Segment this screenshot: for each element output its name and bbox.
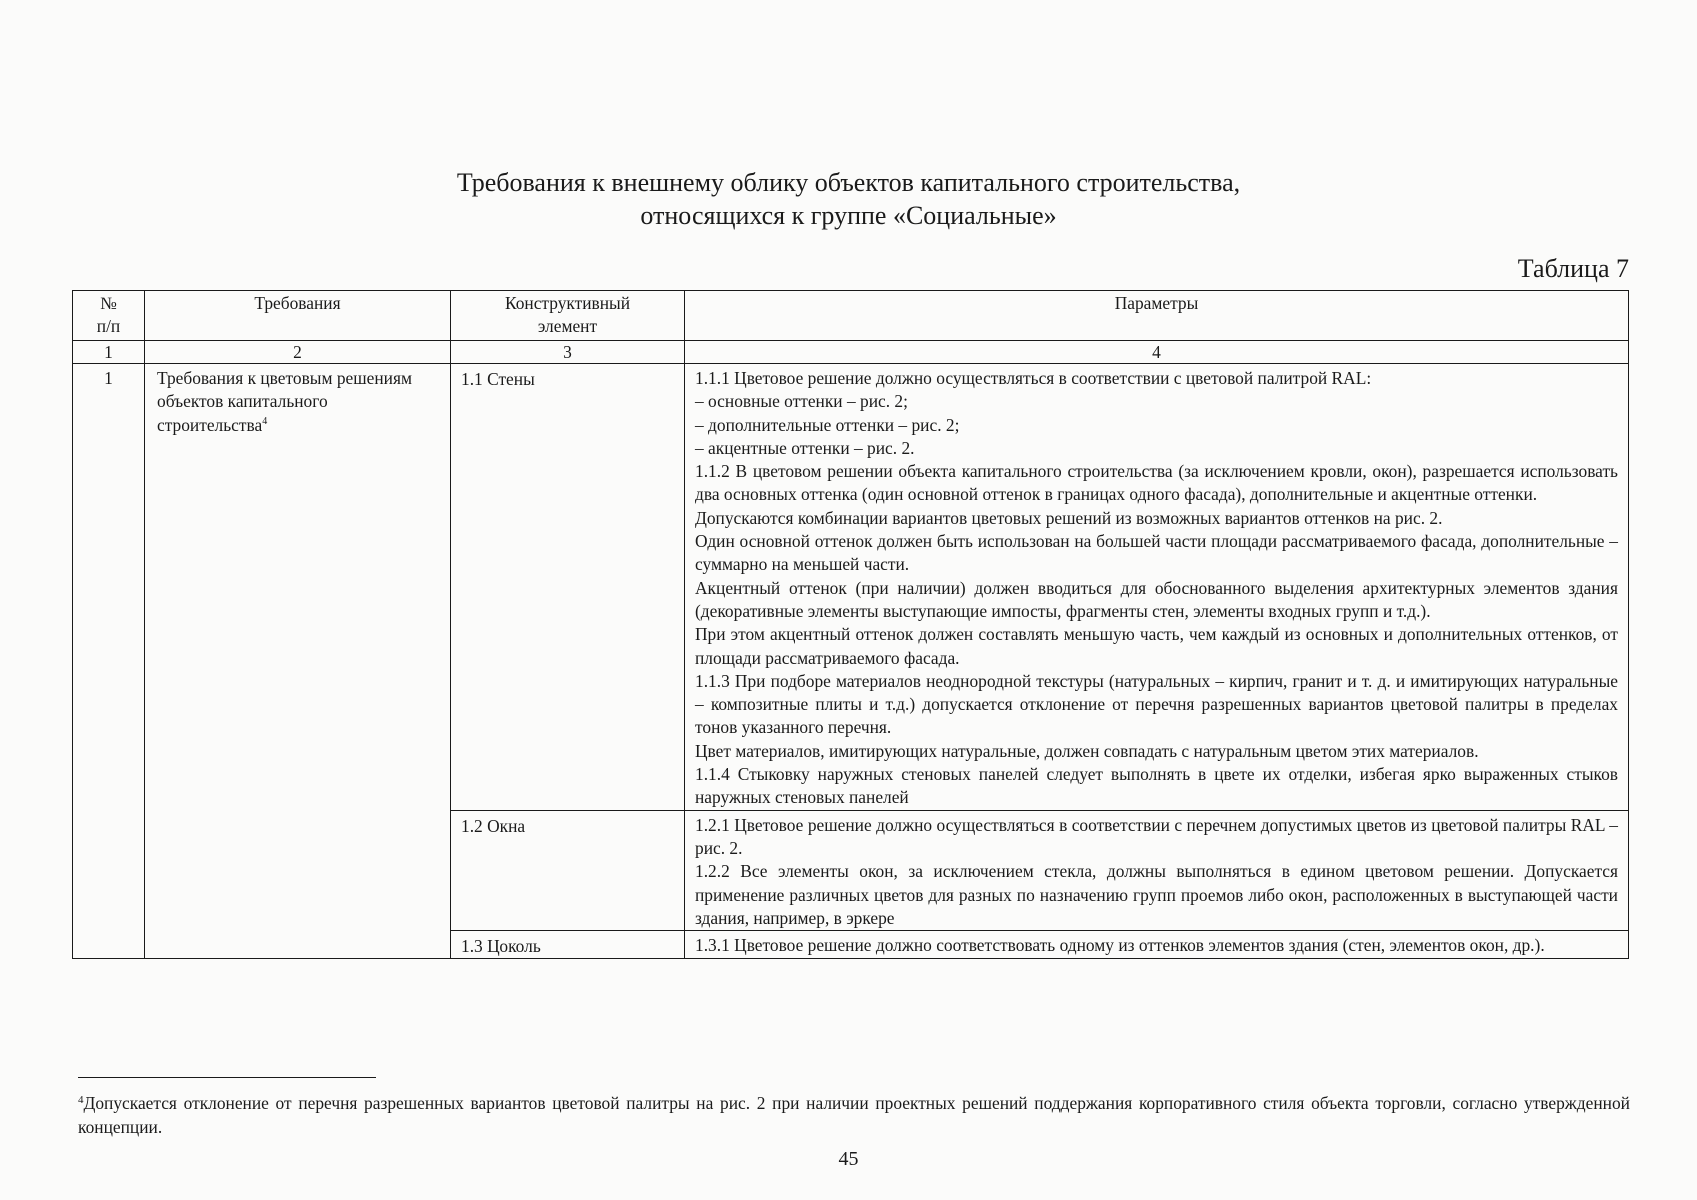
footnote-divider (78, 1077, 376, 1078)
parameter-paragraph: Один основной оттенок должен быть использован на большей части площади рассматриваемого фасада, дополнительные – суммарно на меньшей части. (695, 531, 1618, 575)
column-number-row (73, 341, 1629, 364)
parameter-paragraph: – основные оттенки – рис. 2; (695, 391, 908, 412)
parameters-windows (685, 810, 1629, 930)
parameter-paragraph: 1.1.2 В цветовом решении объекта капитального строительства (за исключением кровли, окон), разрешается использовать два основных оттенка (один основной оттенок в границах одного фасада), дополнительные и акцентные оттенки. (695, 461, 1618, 505)
parameter-paragraph: Допускаются комбинации вариантов цветовых решений из возможных вариантов оттенков на рис. 2. (695, 507, 1443, 528)
column-number: 4 (685, 341, 1629, 364)
row-requirement: Требования к цветовым решениям объектов капитального строительства$^4$ (145, 364, 451, 959)
parameter-paragraph: 1.3.1 Цветовое решение должно соответствовать одному из оттенков элементов здания (стен, элементов окон, др.). (695, 935, 1545, 956)
element-plinth: 1.3 Цоколь (451, 931, 685, 959)
header-num: № п/п (73, 291, 145, 341)
column-number: 3 (451, 341, 685, 364)
element-walls: 1.1 Стены (451, 364, 685, 811)
footnote-mark: 4 (78, 1094, 84, 1106)
footnote (78, 1088, 1630, 1139)
header-requirements: Требования (145, 291, 451, 341)
table-row (73, 364, 1629, 811)
title-line-1: Требования к внешнему облику объектов капитального строительства, (456, 168, 1241, 197)
parameter-paragraph: Цвет материалов, имитирующих натуральные, должен совпадать с натуральным цветом этих материалов. (695, 740, 1479, 761)
table-caption: Таблица 7 (1517, 254, 1629, 283)
parameter-paragraph: 1.1.1 Цветовое решение должно осуществляться в соответствии с цветовой палитрой RAL: (695, 368, 1372, 388)
row-number: 1 (73, 364, 145, 959)
parameter-paragraph: 1.1.4 Стыковку наружных стеновых панелей следует выполнять в цвете их отделки, избегая ярко выраженных стыков наружных стеновых панелей (695, 764, 1618, 808)
requirements-table (72, 290, 1629, 959)
footnote-text: Допускается отклонение от перечня разрешенных вариантов цветовой палитры на рис. 2 при наличии проектных решений поддержания корпоративного стиля объекта торговли, согласно утвержденной концепции. (78, 1093, 1630, 1137)
parameter-paragraph: При этом акцентный оттенок должен составлять меньшую часть, чем каждый из основных и дополнительных оттенков, от площади рассматриваемого фасада. (695, 624, 1618, 668)
parameter-paragraph: 1.2.1 Цветовое решение должно осуществляться в соответствии с перечнем допустимых цветов из цветовой палитры RAL – рис. 2. (695, 814, 1618, 858)
parameter-paragraph: – дополнительные оттенки – рис. 2; (695, 414, 960, 435)
element-windows: 1.2 Окна (451, 810, 685, 930)
parameter-paragraph: 1.1.3 При подборе материалов неоднородной текстуры (натуральных – кирпич, гранит и т. д. и имитирующих натуральные – композитные плиты и т.д.) допускается отклонение от перечня разрешенных вариантов цветовой палитры в пределах тонов указанного перечня. (695, 670, 1618, 738)
footnote-reference: 4 (262, 415, 268, 427)
column-number: 1 (73, 341, 145, 364)
header-parameters: Параметры (685, 291, 1629, 341)
page-number: 45 (838, 1148, 859, 1170)
parameter-paragraph: 1.2.2 Все элементы окон, за исключением стекла, должны выполняться в едином цветовом решении. Допускается применение различных цветов для разных по назначению групп проемов либо окон, расположенных в выступающей части здания, например, в эркере (695, 861, 1618, 928)
title-line-2: относящихся к группе «Социальные» (640, 201, 1057, 230)
document-title (0, 166, 1697, 232)
parameter-paragraph: Акцентный оттенок (при наличии) должен вводиться для обоснованного выделения архитектурных элементов здания (декоративные элементы выступающие импосты, фрагменты стен, элементы входных групп и т.д.). (695, 577, 1618, 621)
header-element: Конструктивный элемент (451, 291, 685, 341)
table-header-row (73, 291, 1629, 341)
parameter-paragraph: – акцентные оттенки – рис. 2. (695, 437, 915, 458)
parameters-walls (685, 364, 1629, 811)
column-number: 2 (145, 341, 451, 364)
parameters-plinth (685, 931, 1629, 959)
